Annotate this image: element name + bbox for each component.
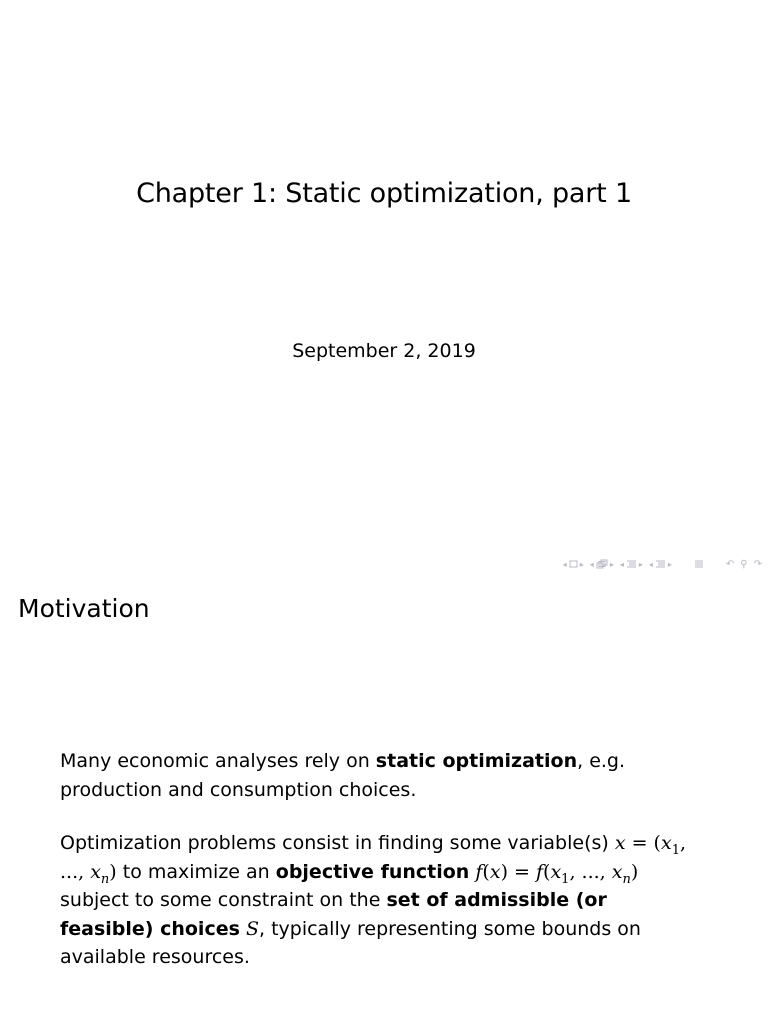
nav-right-arrow-icon[interactable]: ▸: [579, 559, 584, 569]
nav-left-arrow-icon[interactable]: ◂: [619, 559, 624, 569]
search-icon[interactable]: ⚲: [740, 558, 748, 570]
text-span: to maximize an: [116, 860, 276, 883]
presentation-nav-icon[interactable]: [655, 559, 666, 569]
frame-nav-icon[interactable]: [569, 560, 578, 568]
section-nav-icon[interactable]: [626, 559, 637, 569]
section-nav[interactable]: [620, 559, 643, 569]
math-set-symbol: S: [245, 917, 259, 940]
text-span: , e.g. production and consumption choices.: [60, 750, 626, 801]
toc-icon[interactable]: [694, 559, 704, 569]
nav-right-arrow-icon[interactable]: ▸: [638, 559, 643, 569]
nav-left-arrow-icon[interactable]: ◂: [648, 559, 653, 569]
subsection-nav-icon[interactable]: [596, 559, 608, 569]
paragraph-2: Optimization problems consist in finding some variable(s) $x = (x_1$, ..., $x_n$) to maximize an objective function $f(x) = f(x_1$, ..., $x_n$) subject to some constraint on the set of admissible (or feasible) choices S, typically representing some bounds on available resources.: [60, 832, 687, 968]
paragraph-1: [60, 747, 700, 804]
frame-title: Motivation: [18, 594, 150, 623]
bold-term: set of admissible (or feasible) choices: [60, 889, 607, 940]
redo-icon[interactable]: ↷: [753, 558, 762, 570]
presentation-nav[interactable]: [649, 559, 672, 569]
frame-nav[interactable]: [563, 560, 584, 569]
math-variable-vector: x: [614, 832, 626, 854]
undo-icon[interactable]: ↶: [725, 558, 735, 570]
beamer-navigation-bar: [563, 556, 762, 572]
math-objective-function: f: [475, 860, 483, 883]
nav-left-arrow-icon[interactable]: ◂: [589, 559, 594, 569]
subsection-nav[interactable]: [590, 559, 614, 569]
nav-right-arrow-icon[interactable]: ▸: [609, 559, 614, 569]
presentation-date: September 2, 2019: [292, 340, 476, 362]
bold-term: objective function: [275, 860, 470, 883]
text-span: , typically representing some bounds on available resources.: [60, 917, 641, 968]
presentation-title: Chapter 1: Static optimization, part 1: [136, 178, 632, 209]
nav-right-arrow-icon[interactable]: ▸: [667, 559, 672, 569]
slide-content: [60, 747, 700, 972]
nav-left-arrow-icon[interactable]: ◂: [562, 559, 567, 569]
text-span: Many economic analyses rely on: [60, 750, 376, 772]
text-span: subject to some constraint on the: [60, 889, 387, 911]
motivation-slide: [0, 576, 768, 1024]
bold-term: static optimization: [375, 750, 578, 772]
text-span: Optimization problems consist in finding some variable(s): [60, 832, 615, 854]
